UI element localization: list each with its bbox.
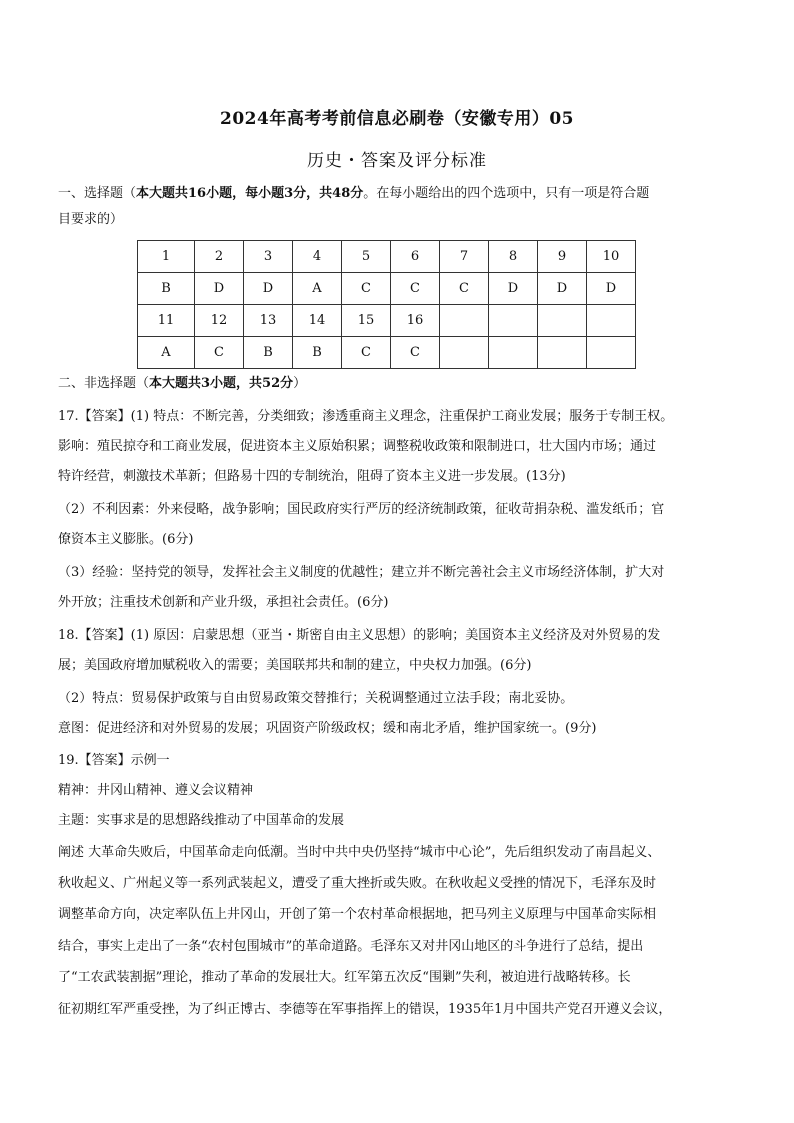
- table-cell: [440, 337, 489, 369]
- table-cell: 16: [391, 305, 440, 337]
- section2-prefix: 二、非选择题（: [58, 376, 150, 391]
- section1-bold: 本大题共16小题，每小题3分，共48分: [136, 186, 364, 201]
- table-cell: 6: [391, 241, 440, 273]
- table-cell: 10: [587, 241, 636, 273]
- table-cell: A: [293, 273, 342, 305]
- document-title: 2024年高考考前信息必刷卷（安徽专用）05: [220, 109, 574, 129]
- table-cell: 8: [489, 241, 538, 273]
- table-cell: B: [293, 337, 342, 369]
- table-cell: D: [538, 273, 587, 305]
- q17-line: （3）经验：坚持党的领导，发挥社会主义制度的优越性；建立并不断完善社会主义市场经济体制，扩大对: [58, 565, 665, 580]
- table-cell: 15: [342, 305, 391, 337]
- table-cell: D: [489, 273, 538, 305]
- table-cell: B: [244, 337, 293, 369]
- table-row: [138, 305, 636, 337]
- table-cell: [489, 305, 538, 337]
- table-cell: 12: [195, 305, 244, 337]
- q19-line: 秋收起义、广州起义等一系列武装起义，遭受了重大挫折或失败。在秋收起义受挫的情况下，毛泽东及时: [58, 876, 657, 891]
- q18-line: 18.【答案】(1) 原因：启蒙思想（亚当・斯密自由主义思想）的影响；美国资本主义经济及对外贸易的发: [58, 628, 661, 643]
- table-cell: 9: [538, 241, 587, 273]
- q17-line: 影响：殖民掠夺和工商业发展，促进资本主义原始积累；调整税收政策和限制进口，壮大国内市场；通过: [58, 439, 657, 454]
- section1-heading-line2: 目要求的）: [58, 212, 124, 227]
- q17-line: 特许经营，刺激技术革新；但路易十四的专制统治，阻碍了资本主义进一步发展。(13分): [58, 469, 566, 484]
- table-cell: [587, 305, 636, 337]
- section2-heading: [58, 371, 742, 397]
- q18-line: 意图：促进经济和对外贸易的发展；巩固资产阶级政权；缓和南北矛盾，维护国家统一。(9分): [58, 721, 597, 736]
- q17-line: 僚资本主义膨胀。(6分): [58, 532, 194, 547]
- table-cell: D: [195, 273, 244, 305]
- table-cell: A: [138, 337, 195, 369]
- table-row: [138, 241, 636, 273]
- table-cell: [489, 337, 538, 369]
- section1-prefix: 一、选择题（: [58, 186, 137, 201]
- q19-line: 了“工农武装割据”理论，推动了革命的发展壮大。红军第五次反“围剿”失利，被迫进行战略转移。长: [58, 970, 631, 985]
- table-cell: C: [342, 273, 391, 305]
- q19-line: 阐述 大革命失败后，中国革命走向低潮。当时中共中央仍坚持“城市中心论”，先后组织发动了南昌起义、: [58, 845, 661, 860]
- table-cell: C: [342, 337, 391, 369]
- table-cell: D: [587, 273, 636, 305]
- table-row: [138, 337, 636, 369]
- table-cell: 14: [293, 305, 342, 337]
- table-cell: C: [391, 337, 440, 369]
- table-cell: B: [138, 273, 195, 305]
- table-cell: 11: [138, 305, 195, 337]
- table-cell: C: [391, 273, 440, 305]
- q17-line: 17.【答案】(1) 特点：不断完善，分类细致；渗透重商主义理念，注重保护工商业发展；服务于专制王权。: [58, 409, 674, 424]
- q17-line: 外开放；注重技术创新和产业升级，承担社会责任。(6分): [58, 595, 389, 610]
- q18-line: 展；美国政府增加赋税收入的需要；美国联邦共和制的建立，中央权力加强。(6分): [58, 658, 532, 673]
- table-cell: 2: [195, 241, 244, 273]
- table-cell: C: [195, 337, 244, 369]
- document-subtitle: 历史・答案及评分标准: [307, 151, 487, 171]
- table-cell: 5: [342, 241, 391, 273]
- q19-line: 调整革命方向，决定率队伍上井冈山，开创了第一个农村革命根据地，把马列主义原理与中国革命实际相: [58, 907, 657, 922]
- section1-rest: 。在每小题给出的四个选项中，只有一项是符合题: [363, 186, 650, 201]
- table-cell: 4: [293, 241, 342, 273]
- q17-line: （2）不利因素：外来侵略，战争影响；国民政府实行严厉的经济统制政策，征收苛捐杂税、滥发纸币；官: [58, 502, 665, 517]
- q19-line: 主题：实事求是的思想路线推动了中国革命的发展: [58, 813, 345, 828]
- table-cell: 3: [244, 241, 293, 273]
- table-cell: [538, 305, 587, 337]
- section1-heading: [58, 181, 742, 207]
- q19-line: 精神：井冈山精神、遵义会议精神: [58, 783, 254, 798]
- table-cell: [538, 337, 587, 369]
- table-cell: [587, 337, 636, 369]
- table-cell: D: [244, 273, 293, 305]
- table-cell: 7: [440, 241, 489, 273]
- answer-table: [137, 240, 636, 369]
- table-cell: 1: [138, 241, 195, 273]
- section2-bold: 本大题共3小题，共52分: [149, 376, 294, 391]
- q18-line: （2）特点：贸易保护政策与自由贸易政策交替推行；关税调整通过立法手段；南北妥协。: [58, 691, 574, 706]
- q19-line: 征初期红军严重受挫，为了纠正博古、李德等在军事指挥上的错误，1935年1月中国共产党召开遵义会议，: [58, 1002, 672, 1017]
- q19-line: 结合，事实上走出了一条“农村包围城市”的革命道路。毛泽东又对井冈山地区的斗争进行了总结，提出: [58, 939, 644, 954]
- table-cell: C: [440, 273, 489, 305]
- section2-suffix: ）: [293, 376, 307, 391]
- table-row: [138, 273, 636, 305]
- table-cell: 13: [244, 305, 293, 337]
- q19-line: 19.【答案】示例一: [58, 753, 170, 768]
- table-cell: [440, 305, 489, 337]
